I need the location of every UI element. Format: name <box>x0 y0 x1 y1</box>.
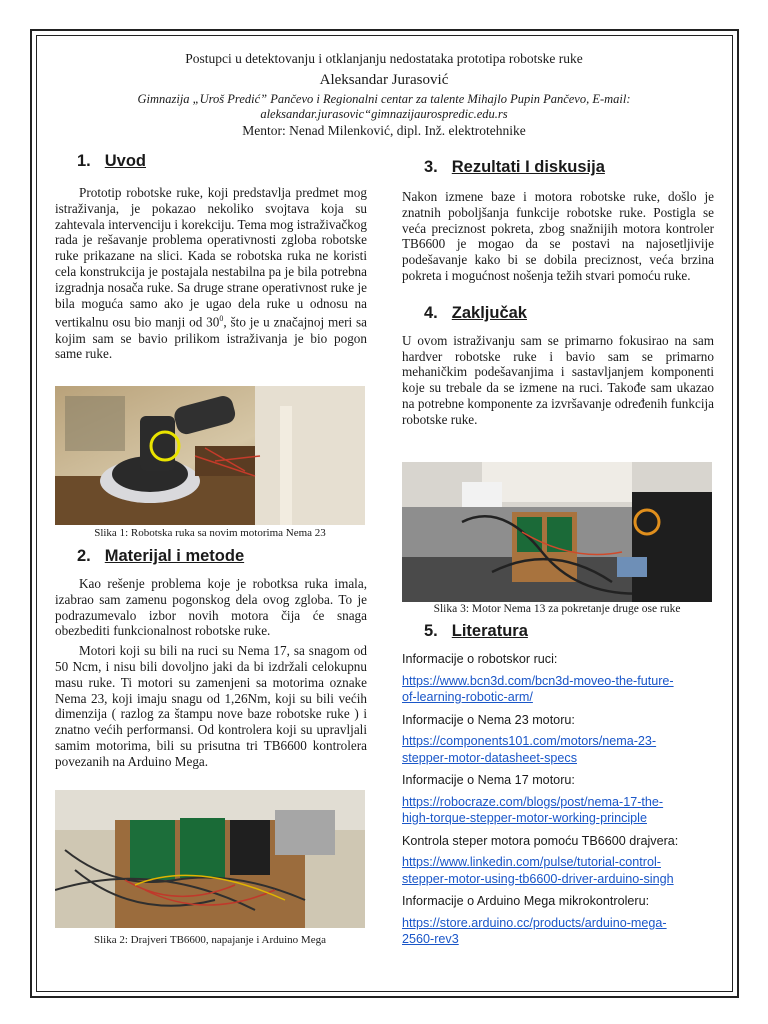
section-materijal <box>55 547 367 770</box>
author-name: Aleksandar Jurasović <box>319 72 449 88</box>
materijal-paragraph-2: Motori koji su bili na ruci su Nema 17, sa snagom od 50 Ncm, i nisu bili dovoljno jaki da bi izdržali celokupnu masu ruke. Ti motori su zamenjeni sa motorima oznake Nema 23, koji imaju snagu od 1,26Nm, koji su bili većih dimenzija ( razlog za štampu nove baze robotske ruke ) i znatno većih performansi. Od kontrolera koji su upravljali samim motorima, bili su prisutna tri TB6600 kontrolera povezanih na Arduino Mega. <box>55 643 367 769</box>
reference-item <box>402 712 722 767</box>
affiliation <box>60 92 708 122</box>
figure-drivers-photo <box>55 790 365 928</box>
reference-item <box>402 833 722 888</box>
reference-label: Informacije o Nema 23 motoru: <box>402 712 575 727</box>
section-title: Materijal i metode <box>104 547 245 565</box>
materijal-paragraph-1: Kao rešenje problema koje je robotksa ruka imala, izabrao sam zamenu pogonskog dela ovog zgloba. To je podrazumevalo izbor novih motora čija će snaga obezbediti funkcionalnost robotske ruke. <box>55 576 367 639</box>
figure1-caption: Slika 1: Robotska ruka sa novim motorima Nema 23 <box>94 527 326 539</box>
section-number: 3. <box>424 158 438 176</box>
section-heading-uvod <box>77 152 367 171</box>
affiliation-line2: aleksandar.jurasovic“gimnazijaurospredic.edu.rs <box>260 107 508 121</box>
figure-robotic-arm-photo <box>55 386 365 525</box>
section-title: Literatura <box>451 622 528 640</box>
reference-link[interactable]: https://components101.com/motors/nema-23- stepper-motor-datasheet-specs <box>402 734 657 765</box>
section-number: 5. <box>424 622 438 640</box>
section-heading-materijal <box>77 547 367 566</box>
rezultati-paragraph: Nakon izmene baze i motora robotske ruke, došlo je znatnih poboljšanja funkcije robotske ruke. Postigla se veća preciznost pokreta, zbog snažnijih motora kontroler TB6600 je mogao da se postavi na najosetljivije podešavanje kako bi se dobila preciznost, veća brzina pokreta i mogućnost nošenja težih stvari pomoću ruke. <box>402 189 714 283</box>
paper-title: Postupci u detektovanju i otklanjanju nedostataka prototipa robotske ruke <box>185 51 583 66</box>
zakljucak-paragraph: U ovom istraživanju sam se primarno fokusirao na sam hardver robotske ruke i bavio sam se primarno mehaničkim podešavanjima i sastavljanjem komponenti koje su trebale da se izmene na ruci. Takođe sam ukazao na potrebne komponente za izvršavanje određenih funkcija robotske ruke. <box>402 332 714 427</box>
section-heading-zakljucak <box>424 304 714 323</box>
section-title: Uvod <box>104 152 147 170</box>
section-heading-rezultati <box>424 158 714 177</box>
section-number: 4. <box>424 303 438 322</box>
reference-label: Kontrola steper motora pomoću TB6600 drajvera: <box>402 833 679 848</box>
figure-motor-nema-photo <box>402 462 712 602</box>
figure2-caption: Slika 2: Drajveri TB6600, napajanje i Arduino Mega <box>94 934 326 946</box>
reference-label: Informacije o Nema 17 motoru: <box>402 773 575 787</box>
section-heading-literatura <box>424 622 722 641</box>
references-list <box>402 651 722 948</box>
reference-label: Informacije o robotskor ruci: <box>402 652 558 666</box>
reference-item <box>402 893 722 948</box>
figure3-caption: Slika 3: Motor Nema 13 za pokretanje druge ose ruke <box>433 603 681 615</box>
paper-header <box>60 50 708 139</box>
left-column <box>55 152 367 362</box>
section-title: Rezultati I diskusija <box>451 158 605 176</box>
right-column <box>402 152 714 428</box>
section-number: 2. <box>77 547 91 565</box>
reference-link[interactable]: https://www.linkedin.com/pulse/tutorial-control- stepper-motor-using-tb6600-driver-arduino-singh <box>402 855 674 886</box>
section-literatura <box>402 622 722 954</box>
reference-link[interactable]: https://www.bcn3d.com/bcn3d-moveo-the-future- of-learning-robotic-arm/ <box>402 673 674 704</box>
reference-item <box>402 772 722 827</box>
mentor-line: Mentor: Nenad Milenković, dipl. Inž. elektrotehnike <box>242 123 526 138</box>
section-title: Zaključak <box>451 303 527 322</box>
uvod-paragraph: Prototip robotske ruke, koji predstavlja predmet mog istraživanja, je pokazao nekoliko svojtava koja su zahtevala intervenciju i korekciju. Tema mog istraživačkog rada je rešavanje problema operativnosti zgloba robotske ruke prikazane na slici. Kada se robotska ruka ne koristi cela konstrukcija je postajala nestabilna pa je bila potrebna izgradnja nosača ruke. Sa druge strane operativnost ruke je bila moguća samo ako je ugao dela ruke u odnosu na vertikalnu osu bio manji od $30^0$, što je u značajnoj meri sa kojim sam se bavio prilikom istraživanja je bio pogon same ruke. <box>55 185 367 362</box>
reference-link[interactable]: https://store.arduino.cc/products/arduino-mega- 2560-rev3 <box>402 915 667 946</box>
section-number: 1. <box>77 152 91 170</box>
affiliation-line1: Gimnazija „Uroš Predić” Pančevo i Regionalni centar za talente Mihajlo Pupin Pančevo, E-mail: <box>137 92 631 106</box>
reference-label: Informacije o Arduino Mega mikrokontroleru: <box>402 894 650 908</box>
reference-link[interactable]: https://robocraze.com/blogs/post/nema-17-the- high-torque-stepper-motor-working-principle <box>402 794 664 825</box>
reference-item <box>402 651 722 706</box>
